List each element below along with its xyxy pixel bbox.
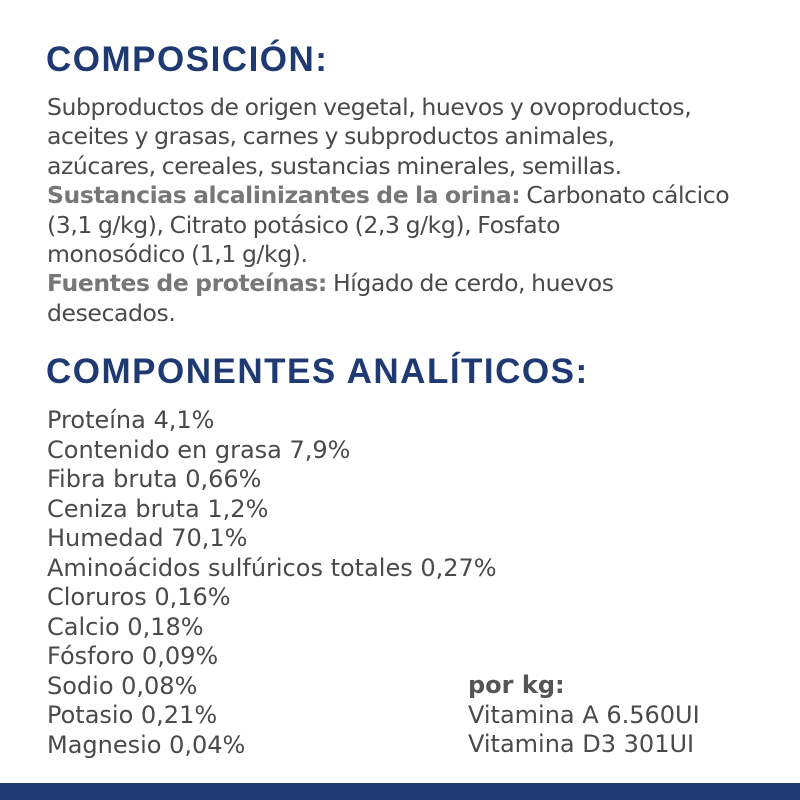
protein-line: desecados. <box>47 298 176 327</box>
analytical-item: Humedad 70,1% <box>47 524 248 552</box>
composition-line: aceites y grasas, carnes y subproductos animales, <box>47 122 615 151</box>
per-kg-block <box>468 671 700 760</box>
composition-line: Subproductos de origen vegetal, huevos y ovoproductos, <box>47 93 692 121</box>
analytical-list <box>47 406 497 760</box>
protein-label: Fuentes de proteínas: <box>47 269 327 298</box>
analytical-item: Aminoácidos sulfúricos totales 0,27% <box>47 553 497 582</box>
vitamin-item: Vitamina A 6.560UI <box>468 700 700 729</box>
footer-bar <box>0 783 800 800</box>
alkalizing-line: (3,1 g/kg), Citrato potásico (2,3 g/kg), Fosfato <box>47 210 561 239</box>
alkalizing-line: monosódico (1,1 g/kg). <box>47 240 308 269</box>
protein-line <box>47 269 787 298</box>
analytical-heading: COMPONENTES ANALÍTICOS: <box>46 352 589 391</box>
per-kg-label: por kg: <box>468 671 565 699</box>
analytical-item: Sodio 0,08% <box>47 671 198 700</box>
analytical-item: Proteína 4,1% <box>47 406 215 434</box>
vitamin-item: Vitamina D3 301UI <box>468 730 695 758</box>
alkalizing-label: Sustancias alcalinizantes de la orina: <box>47 181 521 210</box>
analytical-item: Magnesio 0,04% <box>47 730 246 759</box>
analytical-item: Ceniza bruta 1,2% <box>47 494 269 523</box>
analytical-item: Calcio 0,18% <box>47 612 204 641</box>
analytical-item: Fósforo 0,09% <box>47 642 219 670</box>
alkalizing-line <box>47 181 787 210</box>
analytical-item: Cloruros 0,16% <box>47 583 231 611</box>
composition-line: azúcares, cereales, sustancias minerales, semillas. <box>47 151 622 180</box>
analytical-item: Fibra bruta 0,66% <box>47 465 262 493</box>
analytical-item: Potasio 0,21% <box>47 701 218 729</box>
protein-text: Hígado de cerdo, huevos <box>326 269 614 298</box>
composition-heading: COMPOSICIÓN: <box>46 40 329 79</box>
alkalizing-text: Carbonato cálcico <box>520 181 730 210</box>
composition-text <box>47 93 787 328</box>
analytical-item: Contenido en grasa 7,9% <box>47 435 351 464</box>
